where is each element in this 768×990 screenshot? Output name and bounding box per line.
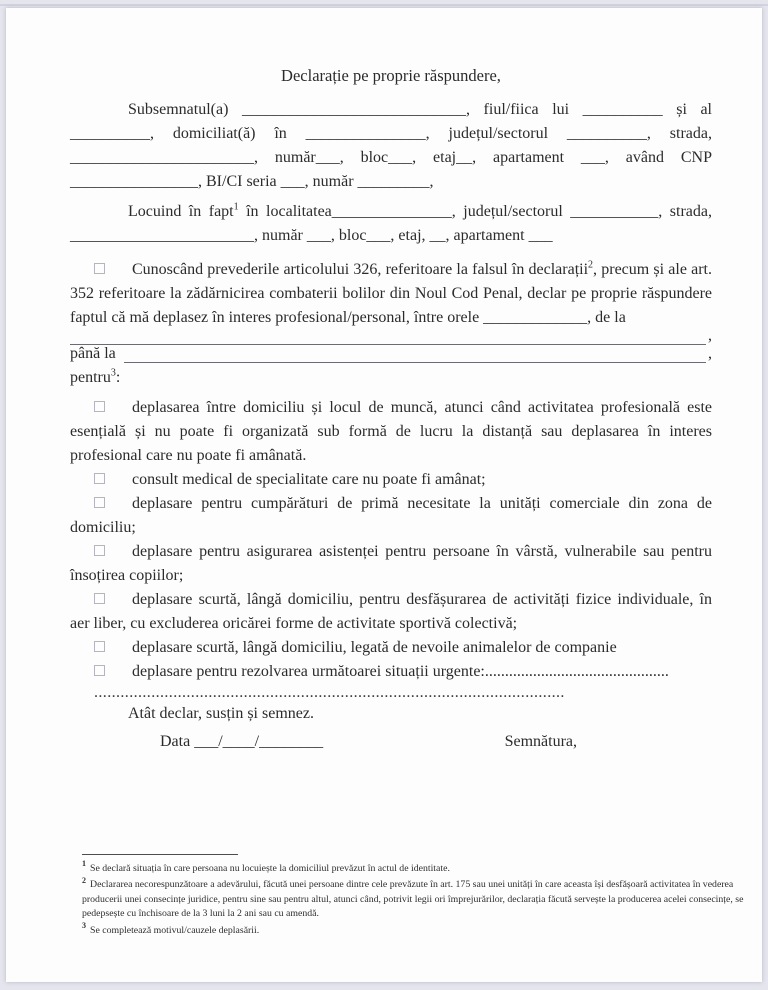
footnote-1 xyxy=(82,859,746,877)
declaration-paragraph xyxy=(70,258,712,330)
footnote-number: 3 xyxy=(82,921,86,931)
checkbox-icon[interactable] xyxy=(94,665,105,676)
residence-text: Locuind în fapt xyxy=(128,203,234,220)
footnote-2 xyxy=(82,875,746,922)
footnote-text: Se completează motivul/cauzele deplasării. xyxy=(90,924,260,936)
blank-line-from xyxy=(70,327,712,348)
checkbox-item-label: deplasare pentru rezolvarea următoarei situații urgente:.............................................. xyxy=(132,663,669,680)
checkbox-item-label: consult medical de specialitate care nu poate fi amânat; xyxy=(132,471,486,488)
footnote-number: 1 xyxy=(82,859,86,869)
declaration-text: Cunoscând prevederile articolului 326, referitoare la falsul în declarații xyxy=(132,261,589,278)
checkbox-item xyxy=(70,588,712,636)
purpose-text: pentru xyxy=(70,369,111,386)
residence-paragraph xyxy=(70,200,712,248)
checkbox-icon[interactable] xyxy=(94,401,105,412)
declaration-text-cont: , precum și ale art. 352 referitoare la zădărnicirea combaterii bolilor din Noul Cod Penal, declar pe proprie răspundere faptul că mă deplasez în interes profesional/personal, între orele _____________, de la xyxy=(70,261,712,326)
document-content xyxy=(70,8,712,754)
checkbox-item xyxy=(70,636,712,660)
document-page xyxy=(6,8,762,982)
footnote-text: Declararea necorespunzătoare a adevărului, făcută unei persoane dintre cele prevăzute în art. 175 sau unei unități în care aceasta își desfășoară activitatea în vederea producerii unei consecințe juridice, pentru sine sau pentru altul, atunci când, potrivit legii ori împrejurărilor, declarația făcută servește la producerea acelei consecințe, se pedepsește cu închisoare de la 3 luni la 2 ani sau cu amendă. xyxy=(82,879,744,919)
checkbox-item-label: deplasare pentru cumpărături de primă necesitate la unități comerciale din zona de domiciliu; xyxy=(70,495,712,536)
checkbox-icon[interactable] xyxy=(94,593,105,604)
fill-in-blank xyxy=(124,362,706,363)
checkbox-item-label: deplasare scurtă, lângă domiciliu, legată de nevoile animalelor de companie xyxy=(132,639,617,656)
blank-line-until xyxy=(70,345,712,366)
checkbox-item xyxy=(70,660,712,684)
signature-label: Semnătura, xyxy=(504,733,577,750)
checkbox-item xyxy=(70,492,712,540)
checkbox-icon[interactable] xyxy=(94,497,105,508)
fill-in-blank xyxy=(70,344,706,345)
checkbox-item xyxy=(70,396,712,468)
footnote-ref-3: 3 xyxy=(110,367,116,379)
footnote-3 xyxy=(82,921,746,939)
residence-text-cont: în localitatea_______________, județul/sectorul ___________, strada, _______________________, număr ___, bloc___, etaj, __, apartament ___ xyxy=(70,203,712,244)
checkbox-item-label: deplasarea între domiciliu și locul de muncă, atunci când activitatea profesională este esențială și nu poate fi organizată sub formă de lucru la distanță sau deplasarea în interes profesional care nu poate fi amânată. xyxy=(70,399,712,464)
checkbox-icon[interactable] xyxy=(94,641,105,652)
checkbox-icon[interactable] xyxy=(94,545,105,556)
identity-paragraph: Subsemnatul(a) ____________________________, fiul/fiica lui __________ și al __________, domiciliat(ă) în _______________, județul/sectorul __________, strada, _______________________, număr___, bloc___, etaj__, apartament ___, având CNP ________________, BI/CI seria ___, număr _________, xyxy=(70,101,712,190)
purpose-colon: : xyxy=(115,369,121,386)
checkbox-icon[interactable] xyxy=(94,263,105,274)
checkbox-item xyxy=(70,540,712,588)
checkbox-item xyxy=(70,468,712,492)
footnote-number: 2 xyxy=(82,875,86,885)
footnote-ref-2: 2 xyxy=(588,259,594,271)
footnotes-section xyxy=(70,854,746,939)
document-title: Declarație pe proprie răspundere, xyxy=(281,66,501,85)
footnote-text: Se declară situația în care persoana nu locuiește la domiciliul prevăzut în actul de identitate. xyxy=(90,862,450,874)
scan-edge-shadow xyxy=(0,4,768,6)
date-signature-row xyxy=(70,730,712,754)
checkbox-icon[interactable] xyxy=(94,473,105,484)
closing-statement: Atât declar, susțin și semnez. xyxy=(128,705,314,722)
until-label: până la xyxy=(70,345,116,362)
footnote-separator xyxy=(82,854,238,855)
date-field: Data ___/____/________ xyxy=(160,733,324,750)
footnote-ref-1: 1 xyxy=(233,201,239,213)
checkbox-item-label: deplasare pentru asigurarea asistenței pentru persoane în vârstă, vulnerabile sau pentru însoțirea copiilor; xyxy=(70,543,712,584)
purpose-line xyxy=(70,366,712,390)
punctuation: , xyxy=(708,327,712,344)
dotted-fill-line: ........................................................................................................... xyxy=(94,684,565,701)
checkbox-item-label: deplasare scurtă, lângă domiciliu, pentru desfășurarea de activități fizice individuale, în aer liber, cu excluderea oricărei forme de activitate sportivă colectivă; xyxy=(70,591,712,632)
punctuation: , xyxy=(708,345,712,362)
reason-checklist xyxy=(70,396,712,684)
